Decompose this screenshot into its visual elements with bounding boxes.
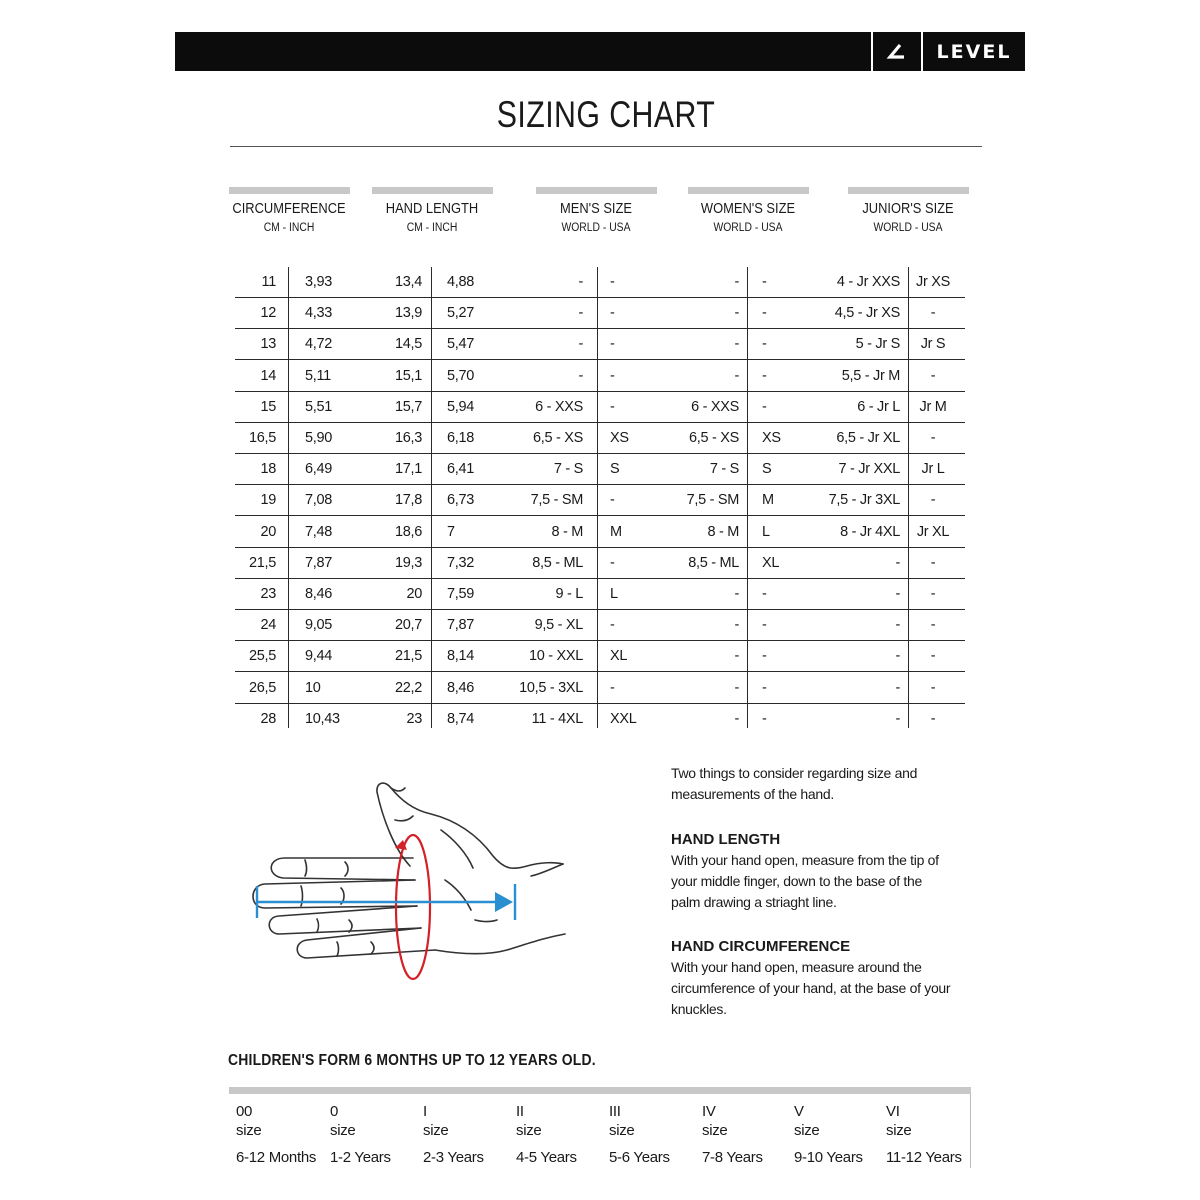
table-cell: - bbox=[610, 274, 615, 290]
child-size-label: size bbox=[236, 1122, 262, 1139]
table-cell: M bbox=[610, 523, 622, 540]
table-cell: - bbox=[610, 336, 615, 353]
table-cell: 18,6 bbox=[394, 523, 422, 540]
column-subtitle: CM - INCH bbox=[406, 222, 458, 234]
table-cell: 8,5 - ML bbox=[688, 554, 739, 571]
child-size-code: III bbox=[609, 1103, 621, 1120]
table-cell: 8 - M bbox=[551, 523, 583, 540]
column-bar bbox=[372, 187, 493, 194]
table-cell: 20 bbox=[260, 523, 276, 540]
table-cell: S bbox=[610, 461, 620, 478]
table-cell: 16,5 bbox=[248, 430, 276, 446]
child-size-code: V bbox=[794, 1103, 804, 1120]
table-cell: - bbox=[610, 367, 615, 384]
table-cell: 5,70 bbox=[447, 367, 475, 384]
table-cell: 5,47 bbox=[447, 336, 475, 353]
column-bar bbox=[848, 187, 969, 194]
table-cell: 4,5 - Jr XS bbox=[834, 305, 900, 322]
header-bar bbox=[175, 32, 1025, 71]
child-size-label: size bbox=[423, 1122, 449, 1139]
child-size bbox=[330, 1102, 420, 1167]
table-row bbox=[235, 298, 965, 329]
table-cell: XL bbox=[762, 554, 780, 571]
table-cell: 4,88 bbox=[447, 274, 475, 290]
table-cell: 25,5 bbox=[248, 648, 276, 665]
table-cell: 6,41 bbox=[447, 461, 475, 478]
table-cell: Jr L bbox=[921, 461, 945, 478]
column-subtitle: WORLD - USA bbox=[561, 222, 631, 234]
child-size-label: size bbox=[794, 1122, 820, 1139]
table-cell: - bbox=[734, 710, 739, 727]
table-cell: 7,87 bbox=[305, 554, 333, 571]
child-size-age: 5-6 Years bbox=[609, 1149, 670, 1166]
table-cell: - bbox=[762, 336, 767, 353]
child-size-label: size bbox=[886, 1122, 912, 1139]
table-cell: 5,5 - Jr M bbox=[841, 367, 900, 384]
column-divider bbox=[431, 267, 432, 728]
table-cell: 15,7 bbox=[394, 398, 422, 415]
column-title: MEN'S SIZE bbox=[560, 200, 632, 217]
column-title: CIRCUMFERENCE bbox=[232, 200, 346, 217]
column-subtitle: WORLD - USA bbox=[713, 222, 783, 234]
child-size bbox=[702, 1102, 792, 1167]
table-cell: 8,46 bbox=[447, 679, 475, 696]
table-cell: 16,3 bbox=[394, 430, 422, 446]
table-cell: - bbox=[930, 554, 936, 571]
level-logo-icon bbox=[871, 32, 921, 71]
table-cell: 6,73 bbox=[447, 492, 475, 509]
table-cell: 14 bbox=[260, 367, 276, 384]
table-cell: - bbox=[762, 679, 767, 696]
child-size-code: 0 bbox=[330, 1103, 339, 1120]
child-size-code: IV bbox=[702, 1103, 716, 1120]
column-divider bbox=[908, 267, 909, 728]
table-cell: 10 - XXL bbox=[528, 648, 583, 665]
table-row bbox=[235, 641, 965, 672]
column-divider bbox=[747, 267, 748, 728]
table-cell: 11 - 4XL bbox=[531, 710, 583, 727]
table-cell: - bbox=[762, 398, 767, 415]
table-cell: 13,4 bbox=[394, 274, 422, 290]
table-cell: 21,5 bbox=[248, 554, 276, 571]
table-cell: XS bbox=[762, 430, 781, 446]
hand-measurement-icon bbox=[245, 770, 575, 985]
hand-circumference-text: With your hand open, measure around the circumference of your hand, at the base of your knuckles. bbox=[671, 959, 951, 1017]
table-cell: Jr M bbox=[919, 398, 947, 415]
table-cell: 6,18 bbox=[447, 430, 475, 446]
column-divider bbox=[288, 267, 289, 728]
table-cell: 18 bbox=[260, 461, 276, 478]
table-cell: 5,11 bbox=[305, 367, 331, 384]
table-cell: 6,5 - XS bbox=[689, 430, 739, 446]
table-cell: 6,5 - XS bbox=[533, 430, 583, 446]
column-header-circumference bbox=[209, 200, 369, 234]
table-row bbox=[235, 704, 965, 735]
table-cell: - bbox=[930, 648, 936, 665]
table-cell: - bbox=[610, 305, 615, 322]
table-cell: - bbox=[734, 367, 739, 384]
table-cell: 6,49 bbox=[305, 461, 333, 478]
table-cell: 9,5 - XL bbox=[534, 617, 583, 634]
child-size bbox=[516, 1102, 606, 1167]
table-cell: - bbox=[734, 679, 739, 696]
column-divider bbox=[597, 267, 598, 728]
table-cell: 6 - Jr L bbox=[857, 398, 900, 415]
table-cell: 5 - Jr S bbox=[855, 336, 900, 353]
table-cell: - bbox=[930, 367, 936, 384]
table-row bbox=[235, 673, 965, 704]
table-cell: Jr XL bbox=[916, 523, 950, 540]
child-size-label: size bbox=[516, 1122, 542, 1139]
measurement-intro: Two things to consider regarding size and measurements of the hand. bbox=[671, 765, 918, 802]
table-row bbox=[235, 329, 965, 360]
table-cell: 13,9 bbox=[394, 305, 422, 322]
table-cell: - bbox=[895, 617, 900, 634]
table-cell: 9 - L bbox=[555, 586, 583, 602]
table-row bbox=[235, 517, 965, 548]
table-cell: - bbox=[762, 710, 767, 727]
child-size-label: size bbox=[330, 1122, 356, 1139]
table-cell: - bbox=[930, 586, 936, 602]
table-cell: 7,5 - SM bbox=[686, 492, 739, 509]
table-cell: - bbox=[762, 367, 767, 384]
child-size-age: 4-5 Years bbox=[516, 1149, 577, 1166]
table-cell: 9,44 bbox=[305, 648, 333, 665]
table-cell: - bbox=[762, 305, 767, 322]
brand bbox=[871, 32, 1025, 71]
table-cell: - bbox=[930, 710, 936, 727]
column-header-womens-size bbox=[668, 200, 828, 234]
table-cell: 15 bbox=[260, 398, 276, 415]
table-cell: 6 - XXS bbox=[535, 398, 583, 415]
table-cell: 28 bbox=[260, 710, 276, 727]
table-cell: 23 bbox=[406, 710, 422, 727]
table-cell: 8,14 bbox=[447, 648, 475, 665]
children-bar bbox=[229, 1087, 971, 1094]
table-cell: XS bbox=[610, 430, 629, 446]
child-size-code: I bbox=[423, 1103, 427, 1120]
table-cell: S bbox=[762, 461, 772, 478]
table-cell: 8,46 bbox=[305, 586, 333, 602]
table-cell: - bbox=[930, 679, 936, 696]
table-cell: 19 bbox=[260, 492, 276, 509]
table-cell: - bbox=[734, 648, 739, 665]
column-bar bbox=[536, 187, 657, 194]
table-cell: M bbox=[762, 492, 774, 509]
table-cell: - bbox=[762, 648, 767, 665]
children-title: CHILDREN'S FORM 6 MONTHS UP TO 12 YEARS OLD. bbox=[228, 1052, 596, 1069]
table-cell: - bbox=[930, 492, 936, 509]
table-cell: 4 - Jr XXS bbox=[836, 274, 900, 290]
table-cell: - bbox=[734, 305, 739, 322]
table-cell: - bbox=[734, 617, 739, 634]
table-cell: - bbox=[895, 710, 900, 727]
table-cell: 7 - S bbox=[709, 461, 739, 478]
column-bar bbox=[229, 187, 350, 194]
table-cell: - bbox=[734, 586, 739, 602]
table-cell: - bbox=[895, 586, 900, 602]
table-cell: 26,5 bbox=[248, 679, 276, 696]
table-cell: - bbox=[610, 617, 615, 634]
child-size-label: size bbox=[609, 1122, 635, 1139]
table-cell: 4,33 bbox=[305, 305, 333, 322]
table-cell: - bbox=[578, 274, 583, 290]
table-cell: 7,32 bbox=[447, 554, 475, 571]
table-cell: 20,7 bbox=[394, 617, 422, 634]
table-cell: 14,5 bbox=[394, 336, 422, 353]
column-subtitle: WORLD - USA bbox=[873, 222, 943, 234]
table-cell: 20 bbox=[406, 586, 422, 602]
table-cell: 17,8 bbox=[394, 492, 422, 509]
table-cell: Jr XS bbox=[916, 274, 950, 290]
table-cell: 24 bbox=[260, 617, 276, 634]
column-title: JUNIOR'S SIZE bbox=[862, 200, 954, 217]
table-cell: 4,72 bbox=[305, 336, 333, 353]
table-cell: 5,51 bbox=[305, 398, 333, 415]
column-subtitle: CM - INCH bbox=[263, 222, 315, 234]
table-cell: 7,48 bbox=[305, 523, 333, 540]
child-size bbox=[609, 1102, 699, 1167]
table-cell: 23 bbox=[260, 586, 276, 602]
child-size-code: II bbox=[516, 1103, 524, 1120]
table-cell: - bbox=[578, 336, 583, 353]
table-cell: L bbox=[610, 586, 618, 602]
table-cell: 15,1 bbox=[394, 367, 422, 384]
table-cell: 5,94 bbox=[447, 398, 475, 415]
table-row bbox=[235, 267, 965, 298]
column-title: HAND LENGTH bbox=[385, 200, 479, 217]
table-cell: 7 - Jr XXL bbox=[838, 461, 900, 478]
table-cell: 5,27 bbox=[447, 305, 475, 322]
table-cell: 10 bbox=[305, 679, 321, 696]
title-divider bbox=[230, 146, 982, 147]
table-row bbox=[235, 610, 965, 641]
table-cell: 8,5 - ML bbox=[532, 554, 583, 571]
child-size bbox=[886, 1102, 976, 1167]
table-cell: - bbox=[895, 554, 900, 571]
table-cell: 7,08 bbox=[305, 492, 333, 509]
table-cell: 11 bbox=[261, 274, 276, 290]
hand-length-text: With your hand open, measure from the tip of your middle finger, down to the base of the palm drawing a striaght line. bbox=[671, 852, 939, 910]
table-row bbox=[235, 392, 965, 423]
table-cell: - bbox=[610, 554, 615, 571]
child-size bbox=[794, 1102, 884, 1167]
hand-length-heading: HAND LENGTH bbox=[671, 831, 781, 848]
table-cell: 7,87 bbox=[447, 617, 475, 634]
table-cell: - bbox=[762, 586, 767, 602]
table-cell: 22,2 bbox=[394, 679, 422, 696]
table-cell: - bbox=[930, 430, 936, 446]
table-cell: - bbox=[930, 617, 936, 634]
table-cell: 19,3 bbox=[394, 554, 422, 571]
child-size bbox=[423, 1102, 513, 1167]
table-row bbox=[235, 548, 965, 579]
child-size-age: 11-12 Years bbox=[886, 1149, 962, 1166]
column-header-juniors-size bbox=[828, 200, 988, 234]
table-cell: 5,90 bbox=[305, 430, 333, 446]
table-cell: 17,1 bbox=[394, 461, 422, 478]
table-cell: - bbox=[610, 398, 615, 415]
table-cell: - bbox=[578, 305, 583, 322]
table-cell: 6,5 - Jr XL bbox=[836, 430, 900, 446]
table-cell: 7,5 - Jr 3XL bbox=[828, 492, 900, 509]
table-cell: - bbox=[610, 679, 615, 696]
table-cell: 8,74 bbox=[447, 710, 475, 727]
table-cell: - bbox=[930, 305, 936, 322]
table-cell: - bbox=[762, 617, 767, 634]
table-cell: 6 - XXS bbox=[691, 398, 739, 415]
child-size bbox=[236, 1102, 326, 1167]
table-row bbox=[235, 423, 965, 454]
table-row bbox=[235, 579, 965, 610]
brand-name: LEVEL bbox=[921, 32, 1025, 71]
column-header-mens-size bbox=[516, 200, 676, 234]
child-size-age: 2-3 Years bbox=[423, 1149, 484, 1166]
table-row bbox=[235, 454, 965, 485]
table-cell: Jr S bbox=[920, 336, 946, 353]
table-cell: 9,05 bbox=[305, 617, 333, 634]
child-size-age: 7-8 Years bbox=[702, 1149, 763, 1166]
page-title: SIZING CHART bbox=[496, 94, 716, 135]
table-cell: 12 bbox=[260, 305, 276, 322]
table-cell: 10,5 - 3XL bbox=[519, 679, 583, 696]
table-cell: XL bbox=[610, 648, 628, 665]
table-cell: 7 - S bbox=[553, 461, 583, 478]
table-row bbox=[235, 361, 965, 392]
table-cell: - bbox=[578, 367, 583, 384]
table-cell: - bbox=[895, 648, 900, 665]
table-cell: 3,93 bbox=[305, 274, 333, 290]
table-cell: - bbox=[895, 679, 900, 696]
hand-circumference-heading: HAND CIRCUMFERENCE bbox=[671, 938, 851, 955]
column-title: WOMEN'S SIZE bbox=[700, 200, 796, 217]
table-cell: - bbox=[610, 492, 615, 509]
table-cell: 13 bbox=[260, 336, 276, 353]
table-cell: 7 bbox=[447, 523, 455, 540]
child-size-code: VI bbox=[886, 1103, 900, 1120]
table-cell: XXL bbox=[610, 710, 637, 727]
child-size-age: 1-2 Years bbox=[330, 1149, 391, 1166]
table-cell: 7,59 bbox=[447, 586, 475, 602]
child-size-code: 00 bbox=[236, 1103, 253, 1120]
table-cell: 8 - M bbox=[707, 523, 739, 540]
table-row bbox=[235, 485, 965, 516]
table-cell: 7,5 - SM bbox=[530, 492, 583, 509]
table-cell: - bbox=[734, 274, 739, 290]
child-size-label: size bbox=[702, 1122, 728, 1139]
table-cell: - bbox=[734, 336, 739, 353]
table-cell: L bbox=[762, 523, 770, 540]
child-size-age: 9-10 Years bbox=[794, 1149, 863, 1166]
child-size-age: 6-12 Months bbox=[236, 1149, 317, 1166]
table-cell: 21,5 bbox=[394, 648, 422, 665]
column-bar bbox=[688, 187, 809, 194]
column-header-hand-length bbox=[352, 200, 512, 234]
table-cell: - bbox=[762, 274, 767, 290]
table-cell: 10,43 bbox=[305, 710, 340, 727]
table-cell: 8 - Jr 4XL bbox=[840, 523, 900, 540]
